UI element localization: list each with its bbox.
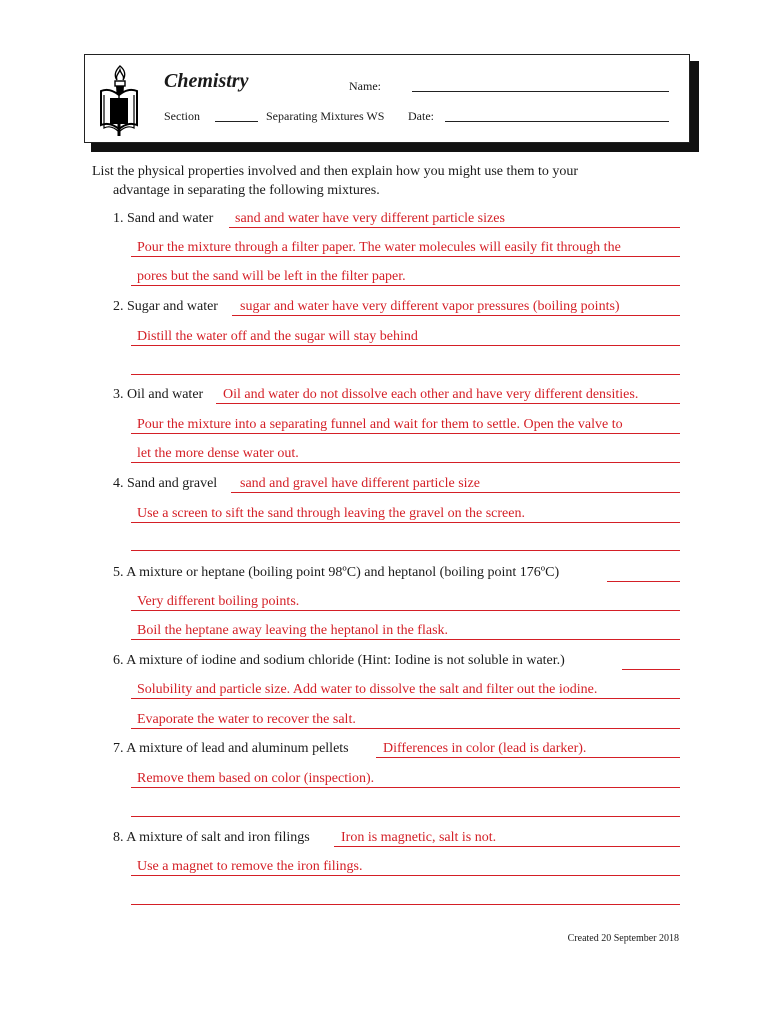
answer-row [0,622,770,644]
name-label: Name: [349,79,381,93]
question-label: 4. Sand and gravel [113,476,218,491]
answer-text: Oil and water do not dissolve each other and have very different densities. [223,387,639,402]
answer-row [0,533,770,555]
name-field[interactable] [412,91,669,92]
question-label: 2. Sugar and water [113,299,218,314]
answer-field[interactable] [216,386,680,404]
answer-row [0,887,770,909]
answer-field[interactable] [334,829,680,847]
answer-text: sand and gravel have different particle size [240,476,480,491]
answer-text: Use a magnet to remove the iron filings. [137,859,363,874]
instructions-line-2: advantage in separating the following mixtures. [113,183,380,198]
answer-row [0,770,770,792]
question-2 [0,298,770,320]
date-label: Date: [408,109,434,123]
answer-field[interactable] [131,858,680,876]
answer-field[interactable] [232,298,680,316]
answer-row [0,711,770,733]
question-label: 6. A mixture of iodine and sodium chloride (Hint: Iodine is not soluble in water.) [113,653,565,668]
created-date: Created 20 September 2018 [567,933,679,944]
question-label: 1. Sand and water [113,211,214,226]
answer-text: Solubility and particle size. Add water to dissolve the salt and filter out the iodine. [137,682,598,697]
section-label: Section [164,109,200,123]
answer-text: Use a screen to sift the sand through leaving the gravel on the screen. [137,506,525,521]
answer-row [0,593,770,615]
question-label: 7. A mixture of lead and aluminum pellets [113,741,349,756]
answer-field[interactable] [131,711,680,729]
answer-text: pores but the sand will be left in the filter paper. [137,269,406,284]
answer-field[interactable] [131,239,680,257]
answer-text: sand and water have very different particle sizes [235,211,505,226]
answer-row [0,799,770,821]
answer-field[interactable] [131,505,680,523]
answer-row [0,357,770,379]
question-label: 3. Oil and water [113,387,204,402]
question-8 [0,829,770,851]
question-4 [0,475,770,497]
answer-field[interactable] [131,593,680,611]
answer-row [0,328,770,350]
answer-field[interactable] [131,268,680,286]
answer-field[interactable] [131,416,680,434]
answer-text: sugar and water have very different vapor pressures (boiling points) [240,299,620,314]
answer-text: Evaporate the water to recover the salt. [137,712,356,727]
question-7 [0,740,770,762]
question-label: 5. A mixture or heptane (boiling point 98ºC) and heptanol (boiling point 176ºC) [113,565,560,580]
answer-text: Boil the heptane away leaving the heptanol in the flask. [137,623,449,638]
date-field[interactable] [445,121,669,122]
worksheet-header [84,54,690,143]
instructions-line-1: List the physical properties involved and then explain how you might use them to your [92,164,579,179]
worksheet-title: Separating Mixtures WS [266,109,385,123]
answer-field[interactable] [229,210,680,228]
answer-field[interactable] [131,357,680,375]
answer-field[interactable] [131,445,680,463]
answer-row [0,445,770,467]
instructions [92,162,692,200]
answer-field[interactable] [131,533,680,551]
answer-field[interactable] [376,740,680,758]
answer-text: Differences in color (lead is darker). [383,741,587,756]
answer-row [0,858,770,880]
answer-field[interactable] [607,564,680,582]
answer-field[interactable] [622,652,680,670]
answer-text: Pour the mixture into a separating funnel and wait for them to settle. Open the valve to [137,417,623,432]
answer-row [0,505,770,527]
question-1 [0,210,770,232]
course-title: Chemistry [164,70,249,92]
question-5 [0,564,770,586]
answer-field[interactable] [131,799,680,817]
answer-row [0,416,770,438]
section-field[interactable] [215,121,258,122]
answer-row [0,681,770,703]
answer-row [0,268,770,290]
answer-text: Distill the water off and the sugar will stay behind [137,329,418,344]
question-6 [0,652,770,674]
answer-field[interactable] [131,681,680,699]
answer-text: Pour the mixture through a filter paper. The water molecules will easily fit through the [137,240,621,255]
answer-field[interactable] [131,622,680,640]
answer-text: Iron is magnetic, salt is not. [341,830,497,845]
answer-text: let the more dense water out. [137,446,299,461]
answer-field[interactable] [131,887,680,905]
answer-field[interactable] [231,475,680,493]
answer-field[interactable] [131,328,680,346]
answer-field[interactable] [131,770,680,788]
question-3 [0,386,770,408]
answer-text: Remove them based on color (inspection). [137,771,375,786]
answer-text: Very different boiling points. [137,594,300,609]
torch-book-logo-icon [98,62,140,138]
question-label: 8. A mixture of salt and iron filings [113,830,310,845]
answer-row [0,239,770,261]
